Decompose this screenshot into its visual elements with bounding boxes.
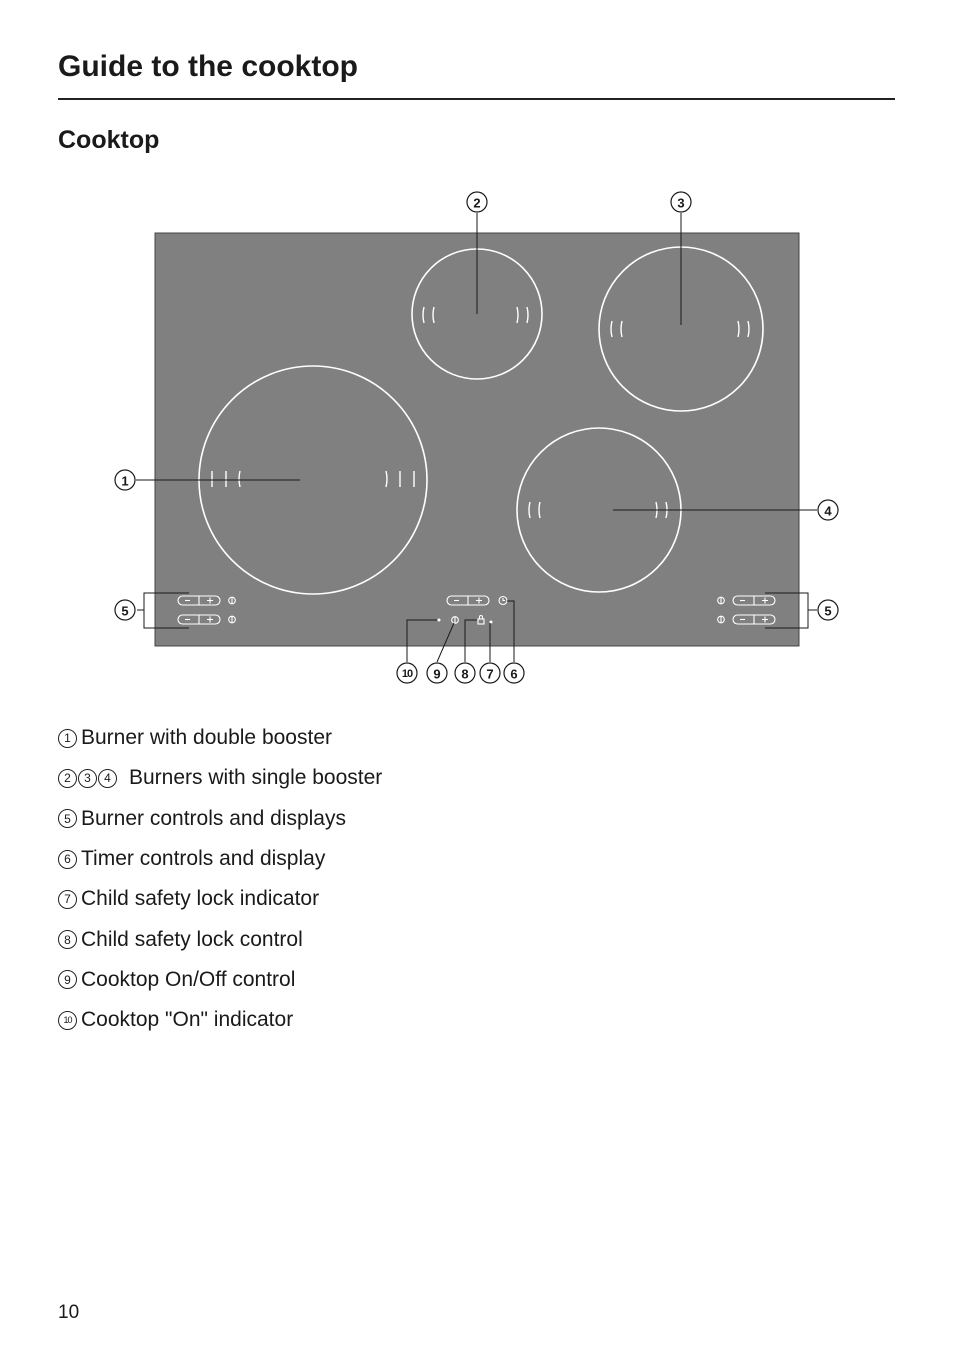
legend-number: 4 — [98, 769, 117, 788]
legend-number: 6 — [58, 850, 77, 869]
legend-number: 2 — [58, 769, 77, 788]
section-title: Cooktop — [58, 126, 160, 154]
callout-10: 10 — [401, 668, 413, 680]
legend-text: Burners with single booster — [129, 766, 383, 790]
legend-item — [58, 839, 382, 879]
legend-text: Burner controls and displays — [81, 806, 346, 830]
legend-text: Burner with double booster — [81, 726, 332, 750]
legend-number: 7 — [58, 890, 77, 909]
legend-text: Child safety lock indicator — [81, 887, 320, 911]
legend-item — [58, 960, 382, 1000]
callout-2: 2 — [473, 195, 481, 211]
legend-item — [58, 718, 382, 758]
legend-text: Cooktop On/Off control — [81, 967, 296, 991]
callout-3: 3 — [677, 195, 685, 211]
callout-5-left: 5 — [121, 603, 129, 619]
legend-text: Timer controls and display — [81, 847, 326, 871]
on-indicator-dot — [438, 619, 441, 622]
callout-6: 6 — [510, 666, 518, 682]
legend-number: 1 — [58, 729, 77, 748]
legend-item — [58, 758, 382, 798]
callout-1: 1 — [121, 473, 129, 489]
page-number: 10 — [58, 1302, 80, 1323]
page-title: Guide to the cooktop — [58, 50, 358, 83]
callout-7: 7 — [486, 666, 494, 682]
legend-number: 3 — [78, 769, 97, 788]
callout-8: 8 — [461, 666, 469, 682]
legend-number: 9 — [58, 970, 77, 989]
legend-number: 5 — [58, 809, 77, 828]
legend-item — [58, 799, 382, 839]
callout-9: 9 — [433, 666, 441, 682]
legend-list — [58, 718, 382, 1040]
legend-item — [58, 1000, 382, 1040]
legend-item — [58, 919, 382, 959]
legend-text: Child safety lock control — [81, 927, 303, 951]
legend-item — [58, 879, 382, 919]
legend-number: 10 — [58, 1011, 77, 1030]
legend-number: 8 — [58, 930, 77, 949]
callout-5-right: 5 — [824, 603, 832, 619]
callout-4: 4 — [824, 503, 832, 519]
legend-text: Cooktop "On" indicator — [81, 1008, 294, 1032]
